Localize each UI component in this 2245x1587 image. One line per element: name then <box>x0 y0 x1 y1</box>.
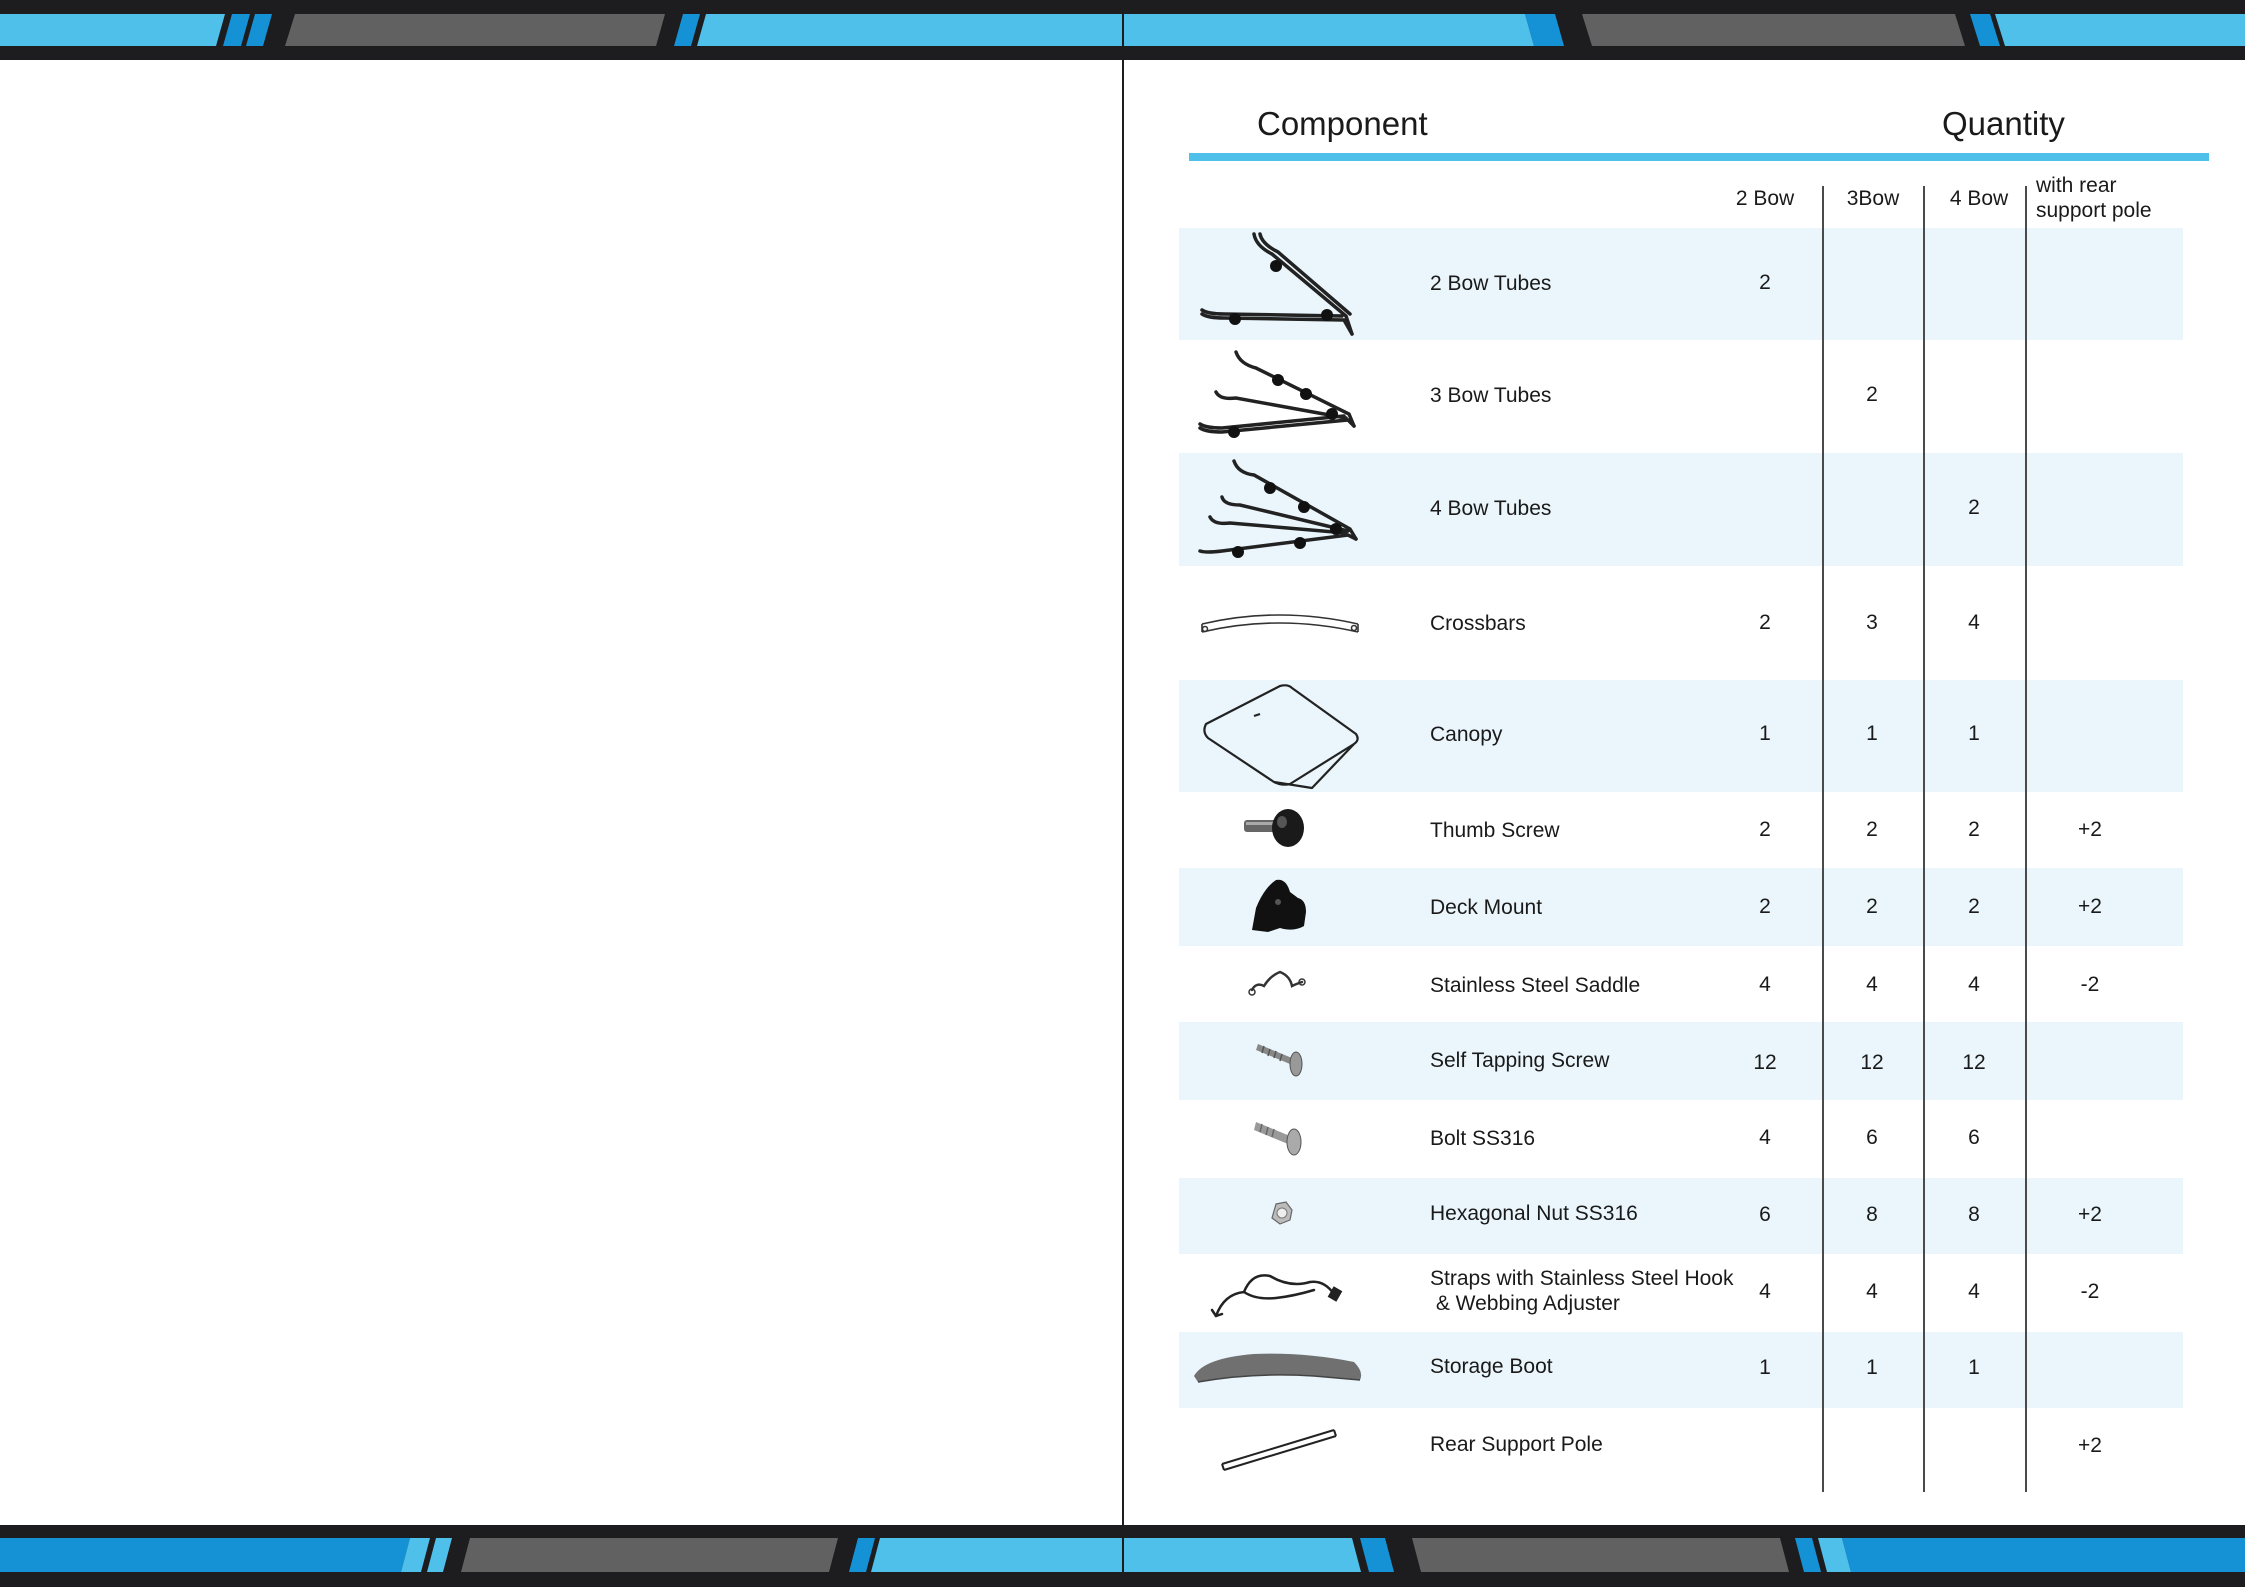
qty-2-bow: 4 <box>1759 973 1771 996</box>
two-bow-tubes-icon <box>1194 228 1374 340</box>
left-blank-page <box>0 60 1122 1525</box>
qty-2-bow: 1 <box>1759 722 1771 745</box>
table-row <box>1179 1100 2183 1178</box>
qty-2-bow: 2 <box>1759 818 1771 841</box>
rear-support-header-text: with rear support pole <box>2036 174 2152 222</box>
bolt-icon <box>1194 1100 1374 1178</box>
column-header-rear-support <box>2036 173 2196 223</box>
column-divider <box>1822 186 1824 1492</box>
row-name: Self Tapping Screw <box>1430 1049 1610 1072</box>
column-header-4-bow: 4 Bow <box>1949 187 2009 210</box>
column-header-2-bow: 2 Bow <box>1735 187 1795 210</box>
row-name: Rear Support Pole <box>1430 1433 1603 1456</box>
qty-4-bow: 12 <box>1962 1051 1986 1074</box>
qty-4-bow: 8 <box>1968 1203 1980 1226</box>
row-name: Hexagonal Nut SS316 <box>1430 1202 1638 1225</box>
component-header: Component <box>1257 105 1428 142</box>
qty-3-bow: 12 <box>1860 1051 1884 1074</box>
table-row <box>1179 1022 2183 1100</box>
qty-4-bow: 2 <box>1968 895 1980 918</box>
qty-3-bow: 4 <box>1866 973 1878 996</box>
column-header-3-bow: 3Bow <box>1846 187 1900 210</box>
table-row <box>1179 1178 2183 1254</box>
qty-4-bow: 4 <box>1968 1280 1980 1303</box>
qty-4-bow: 1 <box>1968 1356 1980 1379</box>
row-name: 2 Bow Tubes <box>1430 272 1552 295</box>
qty-4-bow: 1 <box>1968 722 1980 745</box>
table-row <box>1179 228 2183 340</box>
qty-2-bow: 12 <box>1753 1051 1777 1074</box>
qty-rear-support: -2 <box>2080 1280 2100 1303</box>
column-divider <box>1923 186 1925 1492</box>
qty-2-bow: 2 <box>1759 611 1771 634</box>
qty-4-bow: 6 <box>1968 1126 1980 1149</box>
three-bow-tubes-icon <box>1194 340 1374 453</box>
qty-3-bow: 2 <box>1866 895 1878 918</box>
canopy-icon <box>1194 680 1374 792</box>
qty-3-bow: 4 <box>1866 1280 1878 1303</box>
four-bow-tubes-icon <box>1194 453 1374 566</box>
saddle-icon <box>1194 946 1374 1022</box>
row-name: Deck Mount <box>1430 896 1543 919</box>
qty-3-bow: 8 <box>1866 1203 1878 1226</box>
qty-4-bow: 2 <box>1968 496 1980 519</box>
page-divider <box>1122 0 1124 1587</box>
table-row <box>1179 946 2183 1022</box>
qty-rear-support: -2 <box>2080 973 2100 996</box>
row-name: Storage Boot <box>1430 1355 1553 1378</box>
storage-boot-icon <box>1194 1332 1374 1408</box>
deck-mount-icon <box>1194 868 1374 946</box>
qty-2-bow: 6 <box>1759 1203 1771 1226</box>
table-row <box>1179 792 2183 868</box>
qty-rear-support: +2 <box>2078 895 2102 918</box>
qty-4-bow: 4 <box>1968 611 1980 634</box>
qty-3-bow: 2 <box>1866 383 1878 406</box>
qty-3-bow: 6 <box>1866 1126 1878 1149</box>
crossbar-icon <box>1194 566 1374 680</box>
table-row <box>1179 868 2183 946</box>
row-name: 4 Bow Tubes <box>1430 497 1552 520</box>
row-name: Stainless Steel Saddle <box>1430 974 1641 997</box>
qty-rear-support: +2 <box>2078 1434 2102 1457</box>
qty-rear-support: +2 <box>2078 1203 2102 1226</box>
table-row <box>1179 1254 2183 1332</box>
table-row <box>1179 340 2183 453</box>
row-name-line-2: & Webbing Adjuster <box>1430 1292 1620 1315</box>
self-tapping-screw-icon <box>1194 1022 1374 1100</box>
qty-3-bow: 3 <box>1866 611 1878 634</box>
row-name: 3 Bow Tubes <box>1430 384 1552 407</box>
row-name: Crossbars <box>1430 612 1526 635</box>
row-name-line-1: Straps with Stainless Steel Hook <box>1430 1267 1734 1290</box>
table-row <box>1179 566 2183 680</box>
header-rule <box>1189 153 2209 161</box>
qty-2-bow: 4 <box>1759 1280 1771 1303</box>
qty-4-bow: 4 <box>1968 973 1980 996</box>
table-row <box>1179 1332 2183 1408</box>
qty-3-bow: 2 <box>1866 818 1878 841</box>
row-name: Bolt SS316 <box>1430 1127 1536 1150</box>
table-row <box>1179 1408 2183 1486</box>
qty-rear-support: +2 <box>2078 818 2102 841</box>
qty-2-bow: 4 <box>1759 1126 1771 1149</box>
hex-nut-icon <box>1194 1178 1374 1254</box>
row-name: Thumb Screw <box>1430 819 1560 842</box>
qty-3-bow: 1 <box>1866 722 1878 745</box>
table-row <box>1179 453 2183 566</box>
strap-icon <box>1194 1254 1374 1332</box>
rear-support-pole-icon <box>1194 1408 1374 1486</box>
thumb-screw-icon <box>1194 792 1374 868</box>
table-row <box>1179 680 2183 792</box>
quantity-header: Quantity <box>1942 105 2065 142</box>
column-divider <box>2025 186 2027 1492</box>
qty-2-bow: 2 <box>1759 271 1771 294</box>
qty-3-bow: 1 <box>1866 1356 1878 1379</box>
row-name: Canopy <box>1430 723 1503 746</box>
qty-2-bow: 2 <box>1759 895 1771 918</box>
qty-2-bow: 1 <box>1759 1356 1771 1379</box>
row-name <box>1430 1266 1733 1316</box>
qty-4-bow: 2 <box>1968 818 1980 841</box>
